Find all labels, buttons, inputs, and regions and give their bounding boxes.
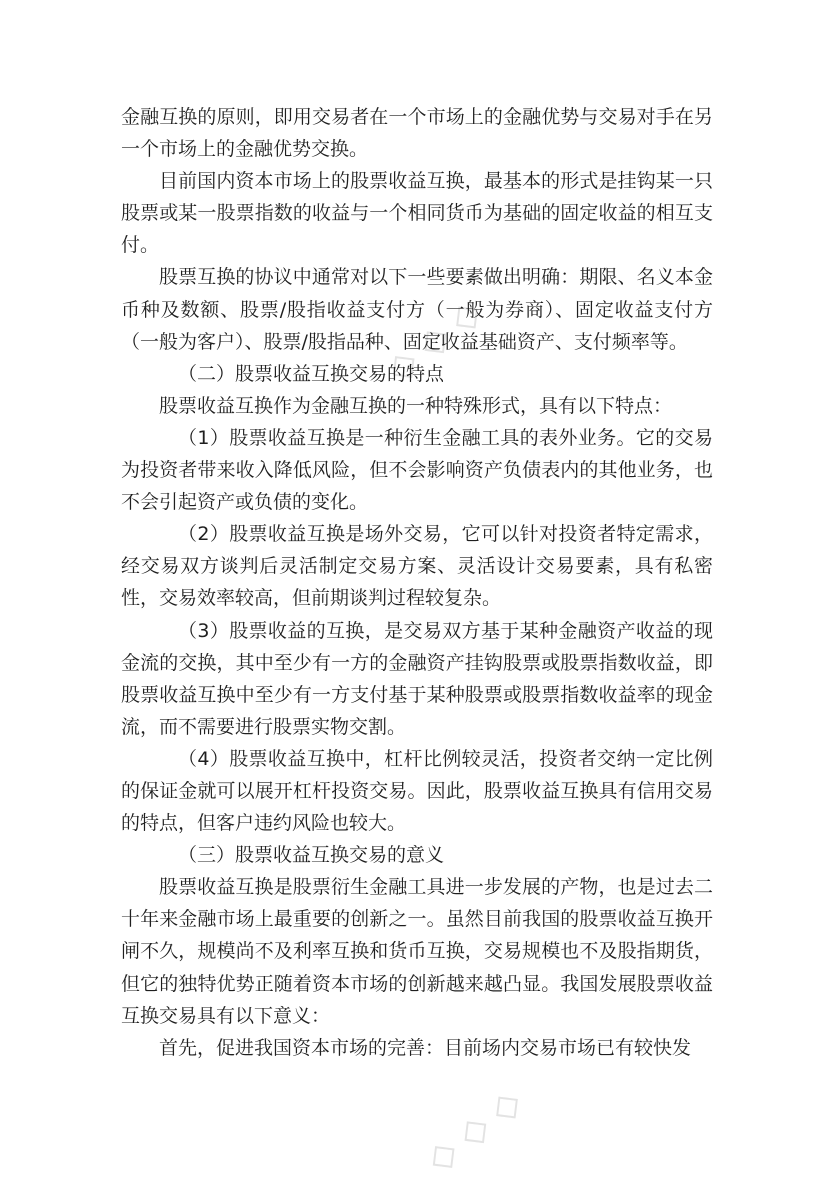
section-heading: （三）股票收益互换交易的意义 [178,844,445,867]
numbered-paragraph: （4）股票收益互换中，杠杆比例较灵活，投资者交纳一定比例的保证金就可以展开杠杆投资交易。因此，股票收益互换具有信用交易的特点，但客户违约风险也较大。 [121,747,713,835]
section-heading: （二）股票收益互换交易的特点 [178,362,445,385]
document-body [121,101,713,1064]
paragraph: 股票收益互换作为金融互换的一种特殊形式，具有以下特点： [159,394,673,417]
paragraph: 股票互换的协议中通常对以下一些要素做出明确：期限、名义本金币种及数额、股票/股指收益支付方（一般为券商）、固定收益支付方（一般为客户）、股票/股指品种、固定收益基础资产、支付频率等。 [121,266,713,353]
paragraph: 金融互换的原则，即用交易者在一个市场上的金融优势与交易对手在另一个市场上的金融优势交换。 [121,106,713,161]
numbered-paragraph: （3）股票收益的互换，是交易双方基于某种金融资产收益的现金流的交换，其中至少有一方的金融资产挂钩股票或股票指数收益，即股票收益互换中至少有一方支付基于某种股票或股票指数收益率的现金流，而不需要进行股票实物交割。 [121,619,713,738]
watermark-mark: ◇ ◇ ◇ [418,1081,530,1180]
paragraph: 股票收益互换是股票衍生金融工具进一步发展的产物，也是过去二十年来金融市场上最重要的创新之一。虽然目前我国的股票收益互换开闸不久，规模尚不及利率互换和货币互换，交易规模也不及股指期货，但它的独特优势正随着资本市场的创新越来越凸显。我国发展股票收益互换交易具有以下意义： [121,876,713,1027]
numbered-paragraph: （1）股票收益互换是一种衍生金融工具的表外业务。它的交易为投资者带来收入降低风险，但不会影响资产负债表内的其他业务，也不会引起资产或负债的变化。 [121,426,713,514]
paragraph: 目前国内资本市场上的股票收益互换，最基本的形式是挂钩某一只股票或某一股票指数的收益与一个相同货币为基础的固定收益的相互支付。 [121,170,713,257]
watermark-mark: ◇ ◇ ◇ [378,291,490,390]
paragraph: 首先，促进我国资本市场的完善：目前场内交易市场已有较快发 [159,1036,692,1059]
numbered-paragraph: （2）股票收益互换是场外交易，它可以针对投资者特定需求，经交易双方谈判后灵活制定交易方案、灵活设计交易要素，具有私密性，交易效率较高，但前期谈判过程较复杂。 [121,523,713,610]
